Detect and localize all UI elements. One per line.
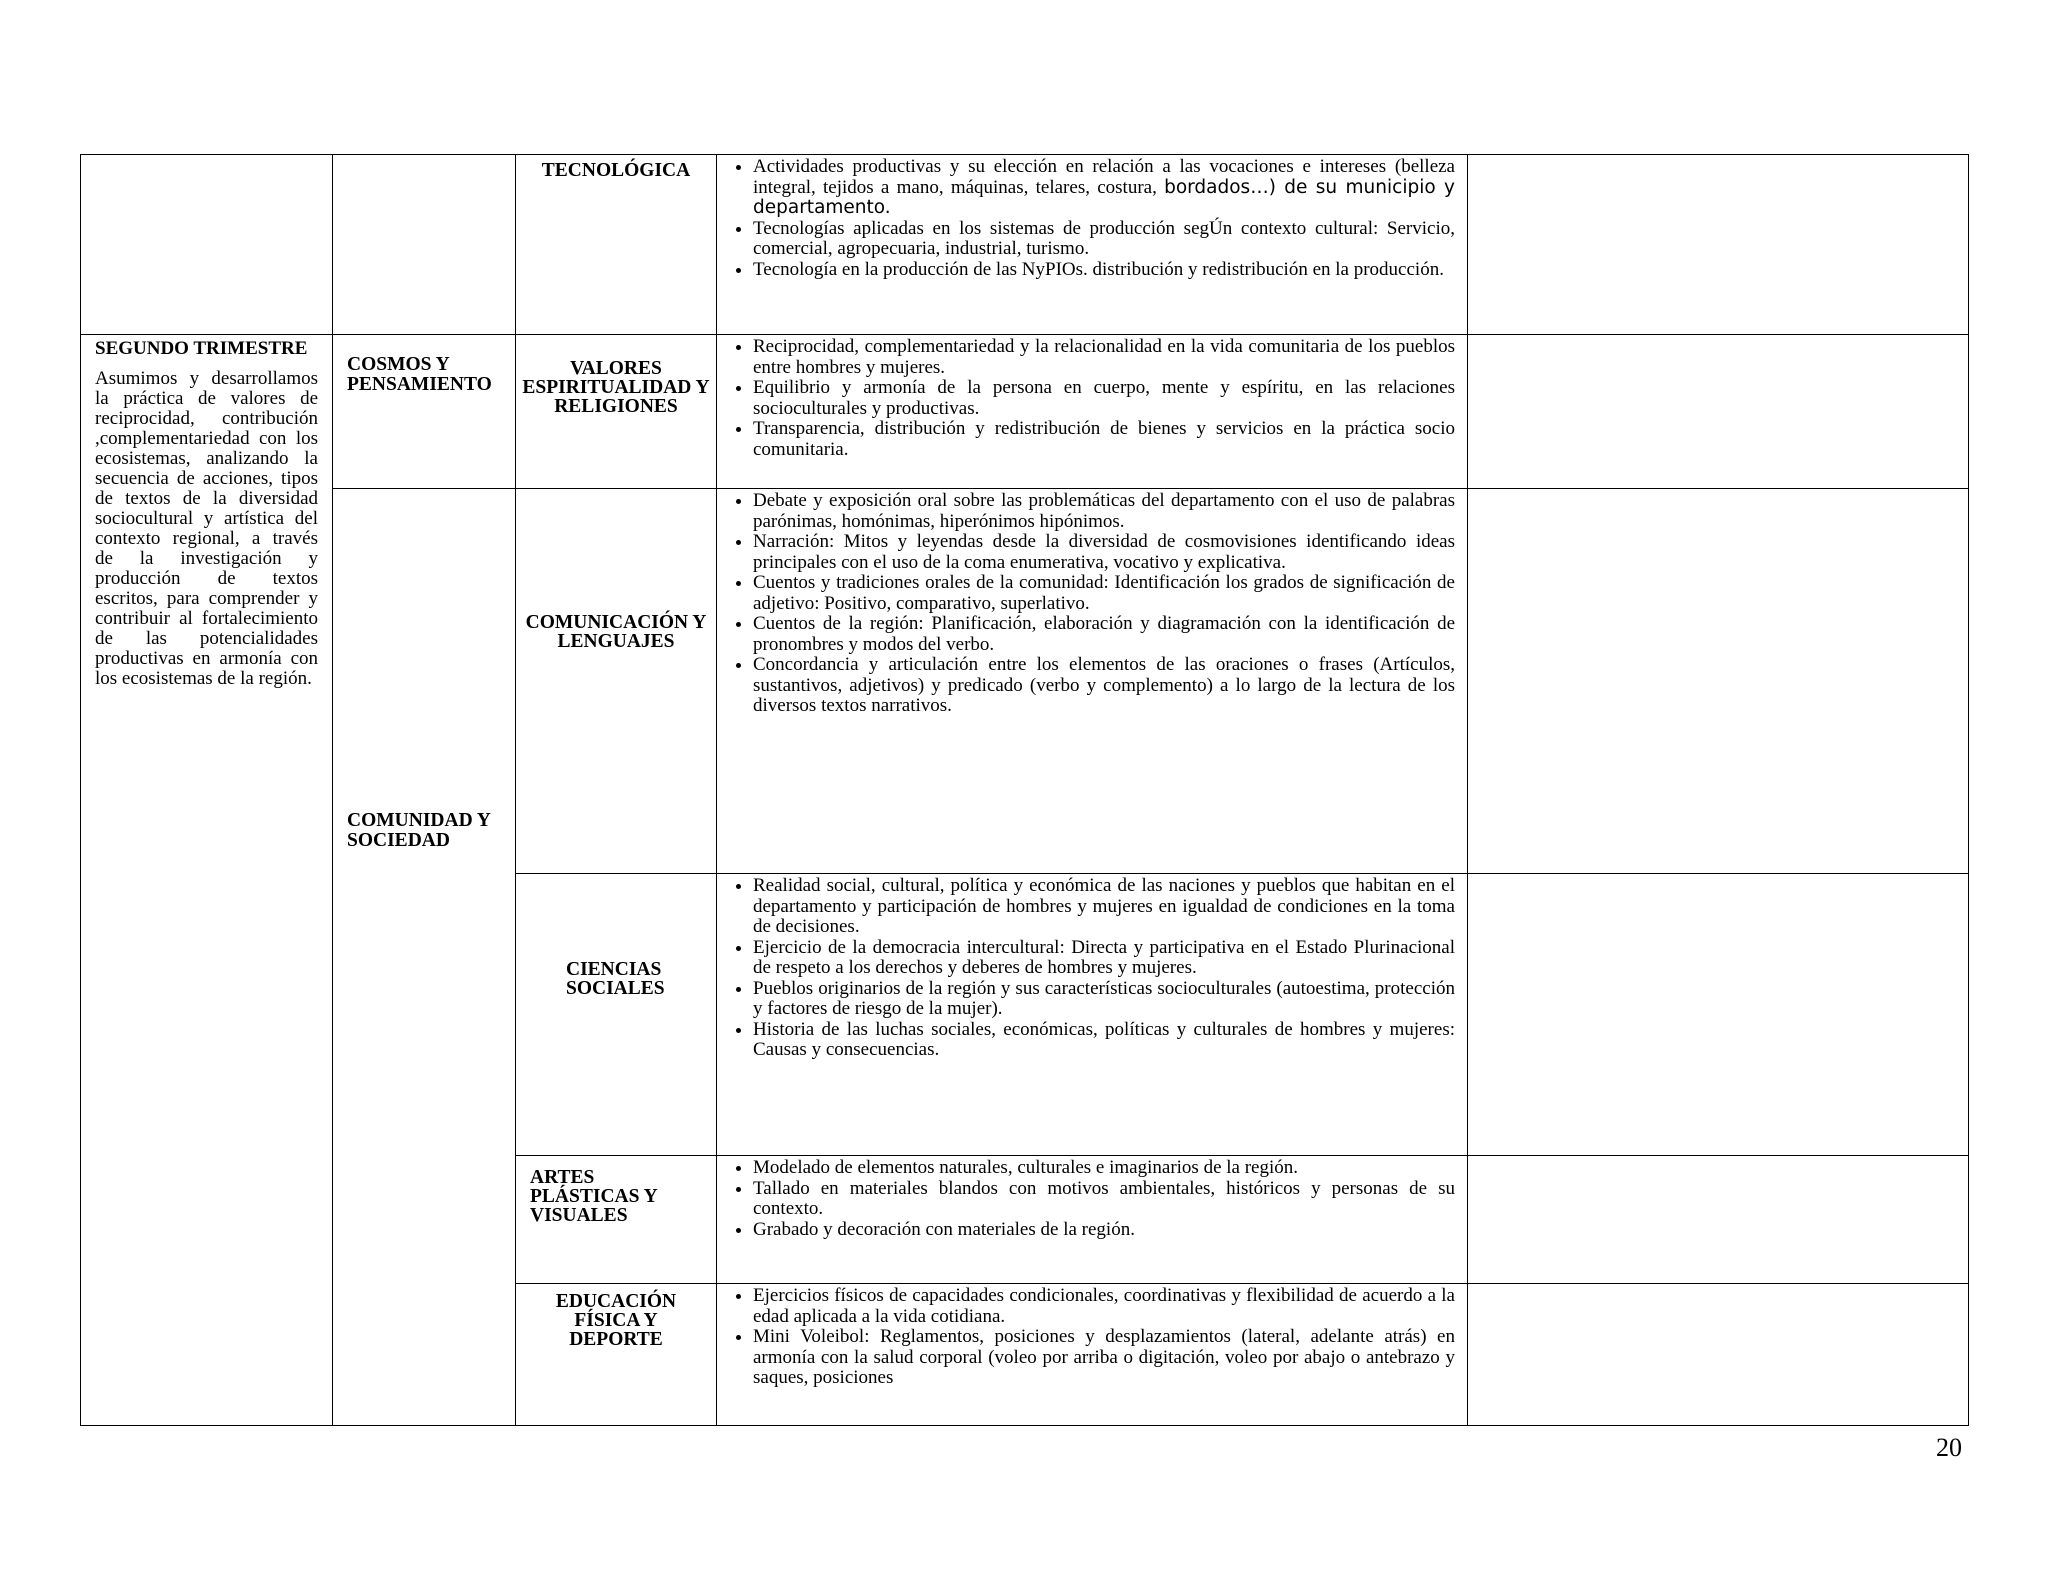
list-item: • Narración: Mitos y leyendas desde la diversidad de cosmovisiones identificando ideas principales con el uso de la coma enumerativa, vocativo y explicativa. — [753, 532, 1455, 573]
field-title-comunidad: COMUNIDAD Y SOCIEDAD — [347, 810, 491, 851]
field-cell — [333, 489, 516, 1426]
list-item: • Historia de las luchas sociales, económicas, políticas y culturales de hombres y mujeres: Causas y consecuencias. — [753, 1020, 1455, 1061]
content-list — [717, 155, 1467, 280]
table-row-valores — [81, 335, 1969, 489]
trimester-block — [81, 335, 332, 689]
content-list — [717, 1284, 1467, 1389]
list-item: • Reciprocidad, complementariedad y la relacionalidad en la vida comunitaria de los pueblos entre hombres y mujeres. — [753, 337, 1455, 378]
area-title-comunicacion: COMUNICACIÓN Y LENGUAJES — [525, 612, 707, 652]
area-title-artes: ARTES PLÁSTICAS Y VISUALES — [530, 1167, 657, 1226]
empty-cell — [1468, 335, 1969, 489]
list-item: • Modelado de elementos naturales, culturales e imaginarios de la región. — [753, 1158, 1455, 1179]
content-cell — [717, 155, 1468, 335]
list-item: • Pueblos originarios de la región y sus características socioculturales (autoestima, protección y factores de riesgo de la mujer). — [753, 979, 1455, 1020]
area-title-tecnologica: TECNOLÓGICA — [541, 160, 691, 181]
list-item-tail: bordados…) de su municipio y departamento. — [753, 176, 1455, 218]
area-cell — [516, 489, 717, 874]
content-list — [717, 335, 1467, 460]
area-title-ciencias-sociales: CIENCIAS SOCIALES — [566, 959, 665, 999]
list-item: • Actividades productivas y su elección en relación a las vocaciones e intereses (belleza integral, tejidos a mano, máquinas, telares, costura, bordados…) de su municipio y departamento. — [753, 157, 1455, 219]
content-list — [717, 1156, 1467, 1240]
list-item: • Cuentos y tradiciones orales de la comunidad: Identificación los grados de significación de adjetivo: Positivo, comparativo, superlativo. — [753, 573, 1455, 614]
content-cell — [717, 1156, 1468, 1284]
area-title-educacion-fisica: EDUCACIÓN FÍSICA Y DEPORTE — [555, 1291, 677, 1350]
area-title-valores: VALORES ESPIRITUALIDAD Y RELIGIONES — [522, 358, 710, 417]
area-cell — [516, 155, 717, 335]
list-item: • Transparencia, distribución y redistribución de bienes y servicios en la práctica socio comunitaria. — [753, 419, 1455, 460]
page-number: 20 — [1936, 1433, 1962, 1462]
list-item: • Debate y exposición oral sobre las problemáticas del departamento con el uso de palabras parónimas, homónimas, hiperónimos hipónimos. — [753, 491, 1455, 532]
trimester-title: SEGUNDO TRIMESTRE — [95, 338, 308, 359]
table-row-comunicacion — [81, 489, 1969, 874]
curriculum-table — [80, 154, 1969, 1426]
trimester-objective: Asumimos y desarrollamos la práctica de valores de reciprocidad, contribución ,complementariedad con los ecosistemas, analizando la secuencia de acciones, tipos de textos de la diversidad sociocultural y artística del contexto regional, a través de la investigación y producción de textos escritos, para comprender y contribuir al fortalecimiento de las potencialidades productivas en armonía con los ecosistemas de la región. — [95, 368, 318, 689]
table-row-tecnologica — [81, 155, 1969, 335]
content-list — [717, 489, 1467, 717]
content-cell — [717, 1284, 1468, 1426]
list-item: • Realidad social, cultural, política y económica de las naciones y pueblos que habitan en el departamento y participación de hombres y mujeres en igualdad de condiciones en la toma de decisiones. — [753, 876, 1455, 938]
empty-cell — [1468, 1156, 1969, 1284]
empty-cell — [1468, 489, 1969, 874]
list-item: • Ejercicio de la democracia intercultural: Directa y participativa en el Estado Plurinacional de respeto a los derechos y deberes de hombres y mujeres. — [753, 938, 1455, 979]
list-item: • Concordancia y articulación entre los elementos de las oraciones o frases (Artículos, sustantivos, adjetivos) y predicado (verbo y complemento) a lo largo de la lectura de los diversos textos narrativos. — [753, 655, 1455, 717]
empty-cell — [1468, 874, 1969, 1156]
area-cell — [516, 1156, 717, 1284]
list-item: • Ejercicios físicos de capacidades condicionales, coordinativas y flexibilidad de acuerdo a la edad aplicada a la vida cotidiana. — [753, 1286, 1455, 1327]
list-item: • Cuentos de la región: Planificación, elaboración y diagramación con la identificación de pronombres y modos del verbo. — [753, 614, 1455, 655]
field-title-cosmos: COSMOS Y PENSAMIENTO — [347, 354, 492, 395]
content-cell — [717, 489, 1468, 874]
field-cell — [333, 335, 516, 489]
area-cell — [516, 335, 717, 489]
list-item: • Tecnología en la producción de las NyPIOs. distribución y redistribución en la producción. — [753, 260, 1455, 281]
empty-cell — [1468, 155, 1969, 335]
content-cell — [717, 335, 1468, 489]
list-item: • Tecnologías aplicadas en los sistemas de producción segÚn contexto cultural: Servicio, comercial, agropecuaria, industrial, turismo. — [753, 219, 1455, 260]
list-item: • Equilibrio y armonía de la persona en cuerpo, mente y espíritu, en las relaciones socioculturales y productivas. — [753, 378, 1455, 419]
list-item: • Mini Voleibol: Reglamentos, posiciones y desplazamientos (lateral, adelante atrás) en armonía con la salud corporal (voleo por arriba o digitación, voleo por abajo o antebrazo y saques, posiciones — [753, 1327, 1455, 1389]
trimester-cell — [81, 335, 333, 1426]
list-item: • Grabado y decoración con materiales de la región. — [753, 1220, 1455, 1241]
area-cell — [516, 874, 717, 1156]
area-cell — [516, 1284, 717, 1426]
empty-cell — [1468, 1284, 1969, 1426]
empty-cell — [333, 155, 516, 335]
list-item: • Tallado en materiales blandos con motivos ambientales, históricos y personas de su contexto. — [753, 1179, 1455, 1220]
empty-cell — [81, 155, 333, 335]
content-list — [717, 874, 1467, 1061]
content-cell — [717, 874, 1468, 1156]
